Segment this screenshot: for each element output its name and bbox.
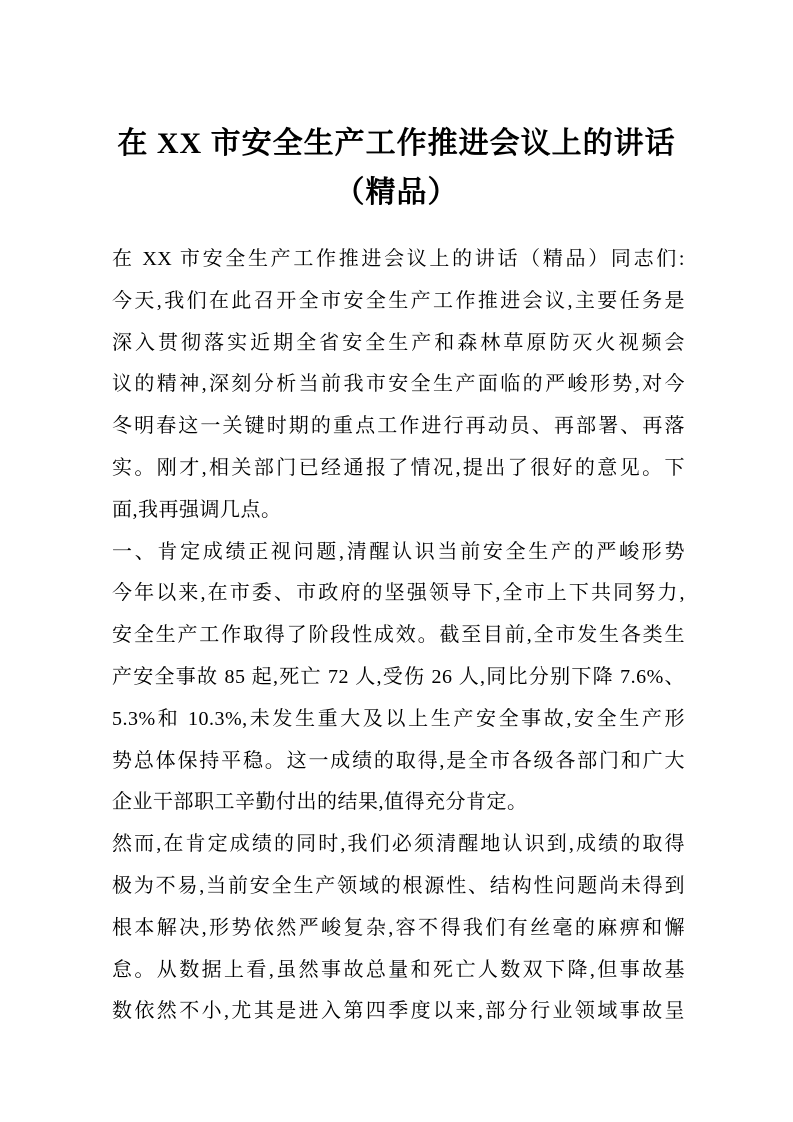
- body-line: 今年以来,在市委、市政府的坚强领导下,全市上下共同努力,: [112, 582, 685, 605]
- body-line: 今天,我们在此召开全市安全生产工作推进会议,主要任务是: [112, 289, 685, 312]
- document-title: [0, 0, 793, 217]
- body-line: 根本解决,形势依然严峻复杂,容不得我们有丝毫的麻痹和懈: [112, 916, 685, 939]
- body-line: 深入贯彻落实近期全省安全生产和森林草原防灭火视频会: [112, 331, 685, 354]
- body-line-paragraph-end: 企业干部职工辛勤付出的结果,值得充分肯定。: [112, 791, 528, 814]
- body-line: 安全生产工作取得了阶段性成效。截至目前,全市发生各类生: [112, 624, 685, 647]
- title-line-1: 在 XX 市安全生产工作推进会议上的讲话: [117, 127, 676, 160]
- body-line: 实。刚才,相关部门已经通报了情况,提出了很好的意见。下: [112, 456, 685, 479]
- body-line: 数依然不小,尤其是进入第四季度以来,部分行业领域事故呈: [112, 1000, 685, 1023]
- body-line-paragraph-end: 面,我再强调几点。: [112, 498, 282, 521]
- body-line: 极为不易,当前安全生产领域的根源性、结构性问题尚未得到: [112, 874, 685, 897]
- body-line: 然而,在肯定成绩的同时,我们必须清醒地认识到,成绩的取得: [112, 833, 685, 856]
- body-line: 冬明春这一关键时期的重点工作进行再动员、再部署、再落: [112, 415, 685, 438]
- body-line-section-heading: 一、肯定成绩正视问题,清醒认识当前安全生产的严峻形势: [112, 540, 685, 563]
- body-line: 议的精神,深刻分析当前我市安全生产面临的严峻形势,对今: [112, 373, 685, 396]
- body-line: 产安全事故 85 起,死亡 72 人,受伤 26 人,同比分别下降 7.6%、: [112, 665, 685, 688]
- body-line: 在 XX 市安全生产工作推进会议上的讲话（精品）同志们:: [112, 248, 685, 270]
- body-line: 5.3%和 10.3%,未发生重大及以上生产安全事故,安全生产形: [112, 707, 685, 730]
- document-body: [112, 239, 685, 1033]
- title-line-2: （精品）: [334, 176, 459, 209]
- body-line: 怠。从数据上看,虽然事故总量和死亡人数双下降,但事故基: [112, 958, 685, 981]
- body-line: 势总体保持平稳。这一成绩的取得,是全市各级各部门和广大: [112, 749, 685, 772]
